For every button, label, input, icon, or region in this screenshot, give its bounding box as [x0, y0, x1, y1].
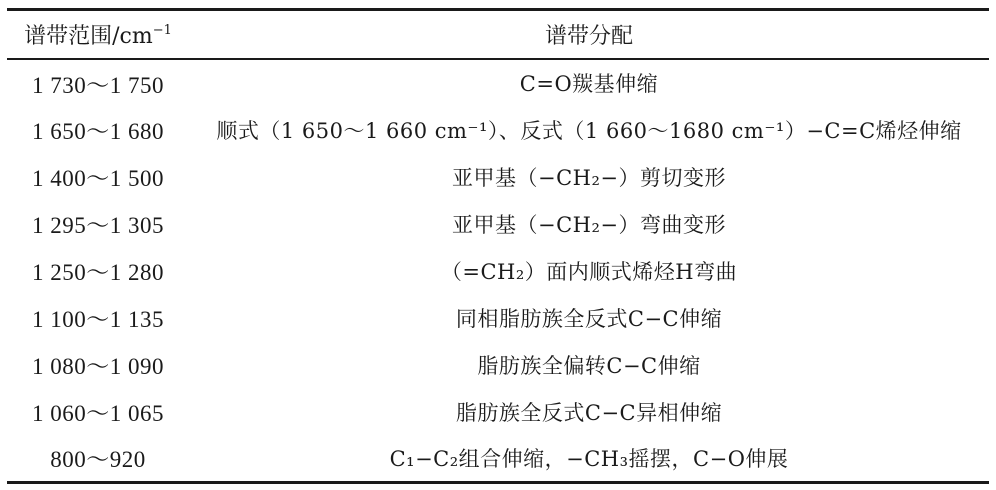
assignment-cell: 亚甲基（−CH₂−）弯曲变形 [452, 212, 726, 237]
assignment-cell: 脂肪族全偏转C−C伸缩 [477, 353, 701, 378]
range-cell: 1 730～1 750 [32, 72, 164, 98]
range-cell: 1 650～1 680 [32, 119, 164, 144]
range-cell: 1 250～1 280 [32, 260, 164, 285]
assignment-cell: 同相脂肪族全反式C−C伸缩 [455, 306, 723, 331]
header-range-label: 谱带范围/cm [24, 24, 153, 49]
table-row [7, 388, 989, 435]
header-row [7, 10, 989, 60]
table-row [7, 247, 989, 294]
range-cell: 1 295～1 305 [32, 213, 164, 238]
header-assignment: 谱带分配 [544, 24, 633, 49]
assignment-cell: （=CH₂）面内顺式烯烃H弯曲 [440, 259, 738, 284]
assignment-cell: C=O羰基伸缩 [519, 72, 659, 96]
range-cell: 1 060～1 065 [32, 401, 164, 426]
range-cell: 1 400～1 500 [32, 166, 164, 191]
table-row [7, 153, 989, 200]
header-range [7, 10, 189, 60]
spectral-assignment-table [7, 8, 989, 484]
table-row [7, 435, 989, 482]
table-row [7, 294, 989, 341]
assignment-cell: 亚甲基（−CH₂−）剪切变形 [452, 165, 726, 190]
table-row [7, 341, 989, 388]
table-body [7, 59, 989, 482]
range-cell: 1 100～1 135 [32, 307, 164, 332]
table-row [7, 59, 989, 106]
range-cell: 800～920 [50, 447, 146, 473]
table-row [7, 200, 989, 247]
table-row [7, 106, 989, 153]
spectral-assignment-table-container [7, 8, 989, 484]
assignment-cell: C₁−C₂组合伸缩，−CH₃摇摆，C−O伸展 [389, 446, 789, 471]
range-cell: 1 080～1 090 [32, 354, 164, 379]
assignment-cell: 脂肪族全反式C−C异相伸缩 [455, 400, 723, 425]
assignment-cell: 顺式（1 650～1 660 cm⁻¹）、反式（1 660～1680 cm⁻¹）−C=C烯烃伸缩 [216, 118, 962, 143]
header-range-superscript: −1 [152, 23, 172, 38]
table-header [7, 10, 989, 60]
